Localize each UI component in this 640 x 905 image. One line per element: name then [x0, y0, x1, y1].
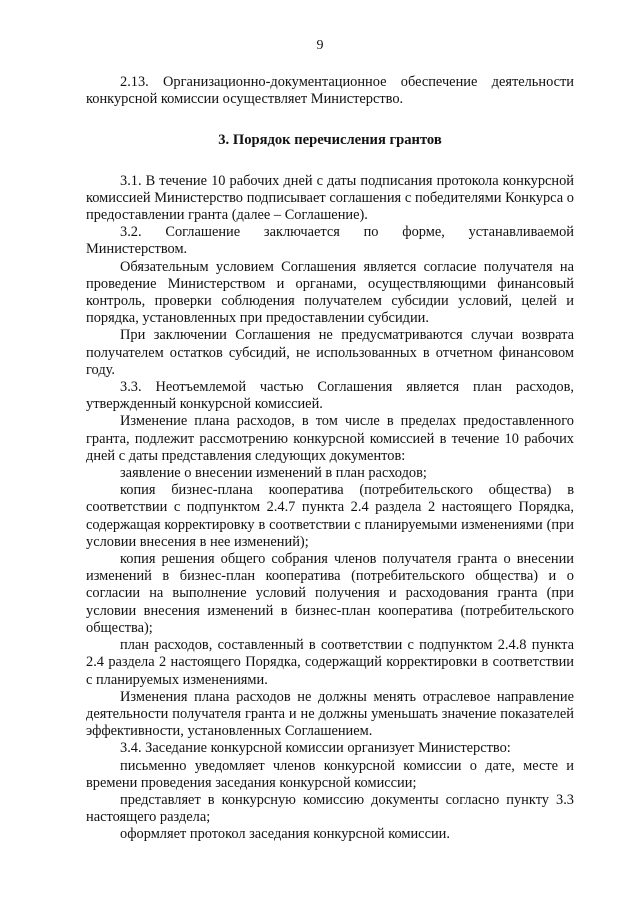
paragraph: Обязательным условием Соглашения является согласие получателя на проведение Министерством и органами, осуществляющими финансовый контроль, проверки соблюдения получателем субсидии условий, целей и порядка, установленных при предоставлении субсидии. — [86, 258, 574, 327]
document-body — [86, 74, 574, 844]
paragraph: план расходов, составленный в соответствии с подпунктом 2.4.8 пункта 2.4 раздела 2 настоящего Порядка, содержащий корректировки в соответствии с планируемых изменениями. — [86, 637, 574, 688]
paragraph: заявление о внесении изменений в план расходов; — [120, 465, 427, 482]
paragraph: 3.2. Соглашение заключается по форме, устанавливаемой Министерством. — [86, 224, 574, 258]
paragraph: При заключении Соглашения не предусматриваются случаи возврата получателем остатков субсидий, не использованных в отчетном финансовом году. — [86, 327, 574, 378]
paragraph-2-13: 2.13. Организационно-документационное обеспечение деятельности конкурсной комиссии осуществляет Министерство. — [86, 74, 574, 108]
paragraph: письменно уведомляет членов конкурсной комиссии о дате, месте и времени проведения заседания конкурсной комиссии; — [86, 757, 574, 791]
paragraph: представляет в конкурсную комиссию документы согласно пункту 3.3 настоящего раздела; — [86, 791, 574, 826]
page-number: 9 — [316, 38, 324, 53]
section-heading: 3. Порядок перечисления грантов — [218, 132, 442, 149]
paragraph: Изменения плана расходов не должны менять отраслевое направление деятельности получателя гранта и не должны уменьшать значение показателей эффективности, установленных Соглашением. — [86, 688, 574, 740]
paragraph: копия решения общего собрания членов получателя гранта о внесении изменений в бизнес-план кооператива (потребительского общества) и о согласии на выполнение условий получения и расходования гранта (при условии внесения изменений в бизнес-план кооператива (потребительского общества); — [86, 551, 574, 636]
paragraph: 3.4. Заседание конкурсной комиссии организует Министерство: — [120, 740, 511, 757]
paragraph: 3.1. В течение 10 рабочих дней с даты подписания протокола конкурсной комиссией Министерство подписывает соглашения с победителями Конкурса о предоставлении гранта (далее – Соглашение). — [86, 172, 574, 224]
paragraph: оформляет протокол заседания конкурсной комиссии. — [120, 826, 450, 843]
paragraph: копия бизнес-плана кооператива (потребительского общества) в соответствии с подпунктом 2.4.7 пункта 2.4 раздела 2 настоящего Порядка, содержащая корректировку в соответствии с планируемыми изменениями (при условии внесения в нее изменений); — [86, 482, 574, 550]
paragraph: Изменение плана расходов, в том числе в пределах предоставленного гранта, подлежит рассмотрению конкурсной комиссией в течение 10 рабочих дней с даты представления следующих документов: — [86, 413, 574, 464]
paragraph: 3.3. Неотъемлемой частью Соглашения является план расходов, утвержденный конкурсной комиссией. — [86, 379, 574, 413]
